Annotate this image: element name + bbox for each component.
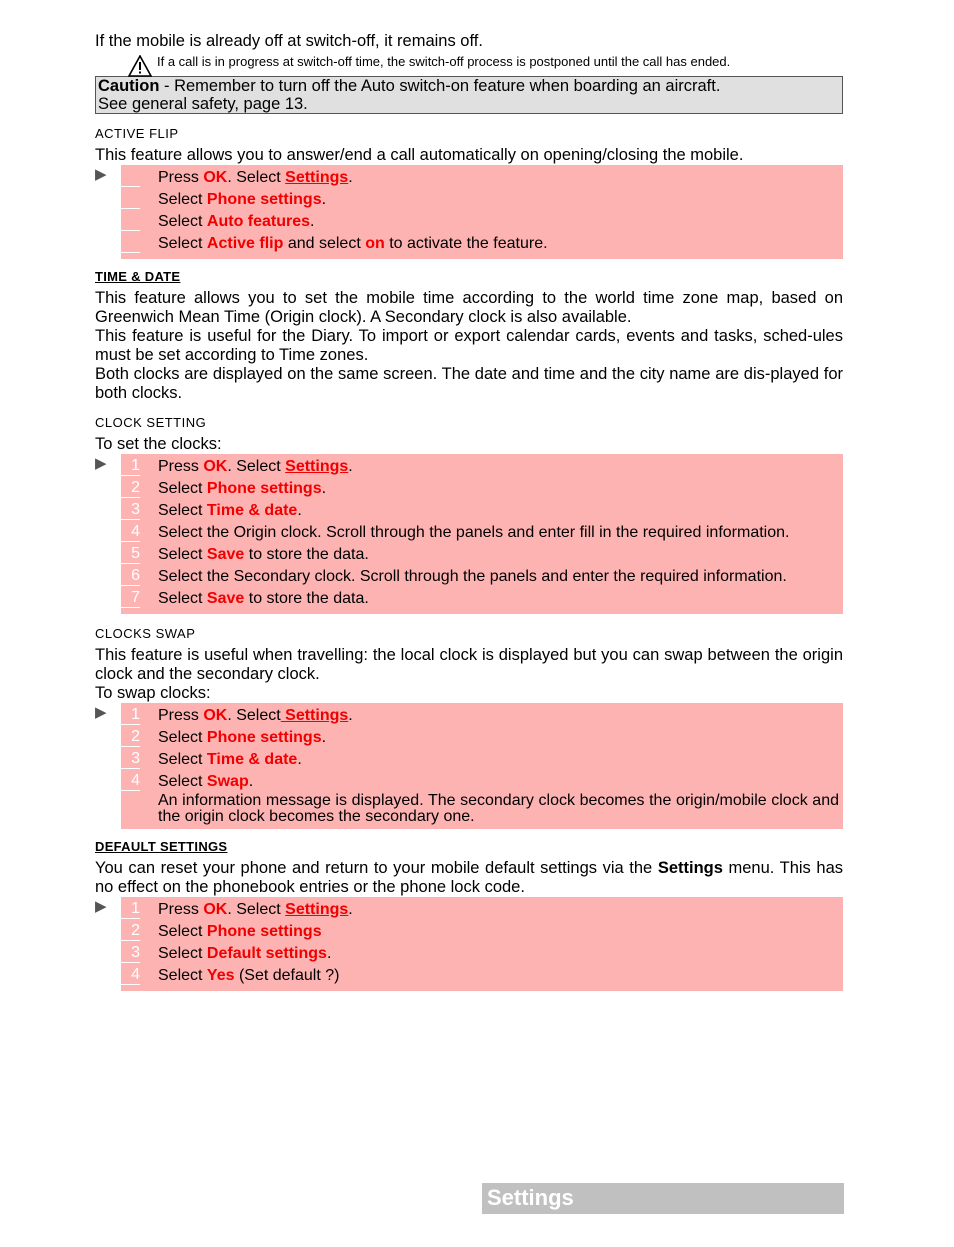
step-text-part: Select (158, 773, 207, 790)
step-keyword: OK (203, 458, 228, 475)
step-text-part: Press (158, 707, 204, 724)
step-text-part: . (248, 773, 254, 790)
step-text-part: . Select (227, 458, 286, 475)
section-heading-clock-setting: CLOCK SETTING (95, 415, 207, 430)
step-row (121, 588, 843, 610)
step-text-part: Select (158, 967, 207, 984)
step-keyword: Active flip (206, 235, 284, 252)
step-text-part: . (321, 729, 327, 746)
step-text (158, 456, 843, 478)
step-row (121, 544, 843, 566)
step-keyword: Settings (280, 707, 349, 724)
step-row (121, 167, 843, 189)
default-settings-text-bold: Settings (657, 859, 723, 877)
step-text-part: to store the data. (244, 546, 369, 563)
step-text-part: Select (158, 502, 207, 519)
step-text-part: Select (158, 546, 207, 563)
step-keyword: Phone settings (206, 923, 322, 940)
step-text (158, 705, 843, 727)
step-keyword: Time & date (206, 751, 298, 768)
step-text-part: Press (158, 901, 204, 918)
step-subtext: An information message is displayed. The secondary clock becomes the origin/mobile clock and the origin clock becomes the secondary one. (158, 792, 839, 825)
step-text-part: Select (158, 480, 207, 497)
step-text-part: Select (158, 945, 207, 962)
step-text-part: Press (158, 458, 204, 475)
clock-setting-paragraph: To set the clocks: (95, 435, 222, 453)
step-keyword: Save (206, 590, 245, 607)
step-text-part: Select (158, 751, 207, 768)
footer-section-title: Settings (482, 1183, 844, 1214)
step-text-part: Select (158, 590, 207, 607)
step-keyword: Settings (285, 458, 349, 475)
step-text (158, 167, 843, 189)
active-flip-paragraph: This feature allows you to answer/end a call automatically on opening/closing the mobile. (95, 146, 744, 164)
step-text-part: . (321, 480, 327, 497)
steps-box (121, 165, 843, 259)
step-row (121, 189, 843, 211)
step-row (121, 771, 843, 825)
step-row (121, 478, 843, 500)
step-number: 3 (121, 943, 140, 963)
steps-box (121, 454, 843, 614)
play-arrow-icon: ▶ (95, 455, 107, 472)
intro-paragraph: If the mobile is already off at switch-off, it remains off. (95, 32, 483, 50)
step-text-part: . (348, 707, 353, 724)
step-text-part: . (310, 213, 315, 230)
section-heading-active-flip: ACTIVE FLIP (95, 126, 179, 141)
step-keyword: Settings (285, 169, 349, 186)
step-text-part: Select (158, 191, 207, 208)
warning-icon (128, 55, 152, 77)
step-number: 3 (121, 749, 140, 769)
step-keyword: Default settings (206, 945, 327, 962)
step-number: 2 (121, 727, 140, 747)
step-text-part: . (348, 458, 353, 475)
time-date-paragraph-3: Both clocks are displayed on the same screen. The date and time and the city name are dis-played for both clocks. (95, 365, 843, 402)
step-text-part: . Select (227, 707, 281, 724)
step-text-part: Select the Origin clock. Scroll through the panels and enter fill in the required information. (158, 524, 790, 541)
step-number: 4 (121, 522, 140, 542)
step-keyword: OK (203, 169, 228, 186)
caution-box (95, 76, 843, 114)
default-settings-steps (95, 897, 843, 991)
step-row (121, 233, 843, 255)
step-keyword: Swap (206, 773, 249, 790)
step-row (121, 522, 843, 544)
step-text-part: . (321, 191, 327, 208)
step-number: 6 (121, 566, 140, 586)
step-number (121, 211, 140, 231)
steps-box (121, 897, 843, 991)
step-row (121, 456, 843, 478)
step-keyword: Save (206, 546, 245, 563)
step-text-part: Select (158, 235, 207, 252)
step-keyword: Yes (206, 967, 235, 984)
step-text (158, 899, 843, 921)
step-row (121, 921, 843, 943)
step-row (121, 500, 843, 522)
step-text-part: . (348, 901, 353, 918)
step-text (158, 233, 843, 255)
warning-note (128, 54, 843, 70)
step-row (121, 749, 843, 771)
step-keyword: Auto features (206, 213, 311, 230)
step-text-part: . Select (227, 901, 286, 918)
step-keyword: Time & date (206, 502, 298, 519)
clocks-swap-paragraph-1: This feature is useful when travelling: the local clock is displayed but you can swap between the origin clock and the secondary clock. (95, 646, 843, 683)
step-number: 1 (121, 456, 140, 476)
step-text-part: . (326, 945, 332, 962)
play-arrow-icon: ▶ (95, 704, 107, 721)
step-text-part: . (297, 502, 302, 519)
step-text-part: to activate the feature. (384, 235, 548, 252)
step-number (121, 233, 140, 253)
step-number: 7 (121, 588, 140, 608)
step-keyword: Phone settings (206, 480, 322, 497)
section-heading-time-date: TIME & DATE (95, 269, 181, 284)
section-heading-clocks-swap: CLOCKS SWAP (95, 626, 196, 641)
caution-line1: - Remember to turn off the Auto switch-on feature when boarding an aircraft. (159, 77, 721, 95)
active-flip-steps (95, 165, 843, 259)
step-text (158, 544, 843, 566)
step-number: 4 (121, 965, 140, 985)
section-heading-default-settings: DEFAULT SETTINGS (95, 839, 228, 854)
step-number: 2 (121, 921, 140, 941)
play-arrow-icon: ▶ (95, 166, 107, 183)
step-text (158, 727, 843, 749)
step-number: 4 (121, 771, 140, 791)
step-keyword: OK (203, 707, 228, 724)
step-text (158, 211, 843, 233)
step-text (158, 478, 843, 500)
step-text-part: . Select (227, 169, 286, 186)
step-number: 2 (121, 478, 140, 498)
step-text-part: and select (283, 235, 366, 252)
step-keyword: Phone settings (206, 729, 322, 746)
step-keyword: Settings (285, 901, 349, 918)
time-date-paragraph-2: This feature is useful for the Diary. To import or export calendar cards, events and tasks, sched-ules must be set according to Time zones. (95, 327, 843, 364)
step-text (158, 566, 843, 588)
step-text-part: Select (158, 729, 207, 746)
clocks-swap-steps (95, 703, 843, 829)
step-text-part: Select (158, 923, 207, 940)
caution-line2: See general safety, page 13. (98, 95, 308, 113)
step-text-part: (Set default ?) (234, 967, 340, 984)
step-row (121, 566, 843, 588)
step-text-part: . (297, 751, 302, 768)
step-row (121, 705, 843, 727)
step-number (121, 189, 140, 209)
play-arrow-icon: ▶ (95, 898, 107, 915)
steps-box (121, 703, 843, 829)
page-content (95, 32, 843, 997)
step-keyword: Phone settings (206, 191, 322, 208)
step-keyword: on (365, 235, 385, 252)
step-text (158, 921, 843, 943)
step-number: 1 (121, 899, 140, 919)
step-number: 5 (121, 544, 140, 564)
step-text-part: Press (158, 169, 204, 186)
step-row (121, 899, 843, 921)
default-settings-text-pre: You can reset your phone and return to your mobile default settings via the (95, 859, 658, 877)
step-row (121, 211, 843, 233)
step-row (121, 943, 843, 965)
clock-setting-steps (95, 454, 843, 614)
time-date-paragraph-1: This feature allows you to set the mobile time according to the world time zone map, based on Greenwich Mean Time (Origin clock). A Secondary clock is also available. (95, 289, 843, 326)
step-number (121, 167, 140, 187)
step-row (121, 727, 843, 749)
default-settings-text-post: menu. This has no effect on the phonebook entries or the phone lock code. (95, 859, 843, 896)
step-text-part: Select (158, 213, 207, 230)
clocks-swap-paragraph-2: To swap clocks: (95, 684, 211, 702)
step-text-part: to store the data. (244, 590, 369, 607)
caution-label: Caution (98, 77, 160, 95)
step-text (158, 522, 843, 544)
step-text (158, 749, 843, 771)
step-text (158, 189, 843, 211)
step-text-part: Select the Secondary clock. Scroll through the panels and enter the required information. (158, 568, 787, 585)
step-number: 1 (121, 705, 140, 725)
step-text (158, 943, 843, 965)
warning-note-text: If a call is in progress at switch-off time, the switch-off process is postponed until the call has ended. (157, 54, 731, 69)
step-keyword: OK (203, 901, 228, 918)
step-number: 3 (121, 500, 140, 520)
step-row (121, 965, 843, 987)
step-text (158, 588, 843, 610)
step-text (158, 771, 843, 825)
step-text (158, 500, 843, 522)
step-text-part: . (348, 169, 353, 186)
step-text (158, 965, 843, 987)
default-settings-paragraph (95, 859, 843, 897)
